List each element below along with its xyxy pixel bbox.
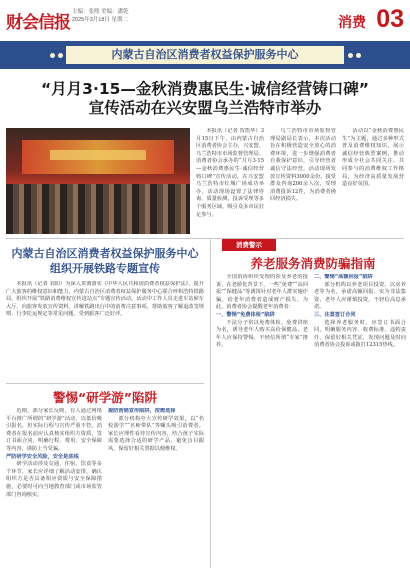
banner-dot-icon [50, 53, 55, 58]
page-number: 03 [376, 5, 404, 33]
page-header [0, 0, 410, 40]
newspaper-logo: 财会信报 [6, 13, 70, 33]
divider [6, 383, 204, 384]
police-article-headline: 警惕“研学游”陷阱 [53, 390, 157, 405]
main-article-col3: 活动以“金秋消费惠民生”为主题，通过多种形式普及消费维权知识，展示诚信经营典型案例，推动形成全社会共同关注、共同参与的消费维权工作格局，为经济高质量发展营造良好氛围。 [342, 128, 404, 188]
guide-article-col1: 全国消协组织受理的涉及养老的投诉，在老龄化背景下，一些“免费”“高回报”“保健品”等诱饵针对老年人群实施诈骗，给老年消费者造成财产损失。为此，消费者协会提醒老年消费者： 一、警惕“免费体检”陷阱 不法分子常以免费体检、免费讲座为名，诱导老年人购买高价保健品，老年人应保持警惕，不轻信所谓“专家”推荐。 [216, 274, 308, 349]
crowd [6, 184, 190, 234]
banner-dot-icon [348, 53, 353, 58]
event-photo [6, 128, 190, 234]
header-meta: 主编：张熙 美编：潘乾 2025年3月18日 星期二 [72, 9, 129, 23]
section-title: 消费 [338, 15, 366, 31]
banner-dot-icon [356, 53, 361, 58]
police-article-col1: 近期，部分家长反映，有人通过网络平台推广所谓的“研学游”活动，以低价吸引报名，但实际行程与宣传严重不符。消费者在报名前应认真核实组织方资质，签订书面合同，明确行程、费用、安全保障等内容，谨防上当受骗。 严防研学安全风险，安全是底线 研学活动涉及交通、住宿、饮食等多个环节，家长应详细了解活动安排，确认组织方是否具备相应资质与安全保障措施，必要时可向当地教育部门或市场监管部门咨询核实。 [6, 408, 102, 498]
divider [6, 238, 404, 239]
consumer-warning-tag: 消费警示 [222, 239, 276, 251]
guide-article-col2: 二、警惕“高额回报”陷阱 部分机构以养老项目投资、以房养老等为名，承诺高额回报，实为非法集资，老年人应谨慎投资，不轻信高息承诺。 三、注意签订合同 选择养老服务时，应签订书面合同，明确服务内容、收费标准、违约责任，保留好相关凭证，发现问题及时向消费者协会投诉或拨打12315热线。 [314, 274, 406, 349]
column-divider [210, 238, 211, 568]
org-article-headline: 内蒙古自治区消费者权益保护服务中心 组织开展铁路专题宣传 [11, 247, 199, 275]
org-article-body: 本报讯（记者 刘阳）为深入贯彻落实《中华人民共和国消费者权益保护法》，提升广大旅客的维权意识和能力，内蒙古自治区消费者权益保护服务中心联合呼和浩特铁路局，组织开展“铁路消费维权宣传进站点”专题宣传活动。活动中工作人员走进车站候车大厅，向旅客发放宣传资料，讲解铁路出行中的消费注意事项，帮助旅客了解退改签规则、行李托运规定等常见问题，受到旅客广泛好评。 [6, 281, 204, 318]
police-article-col2: 提防营销宣传陷阱，按需选择 部分机构夸大宣传研学效果，以“名校游学”“名师带队”等噱头吸引消费者。家长应理性看待宣传内容，结合孩子实际需要选择合适的研学产品，避免盲目跟风，保留好相关票据以便维权。 [108, 408, 204, 452]
stage-lights [50, 150, 146, 160]
banner-bar [0, 41, 410, 69]
guide-article-headline: 养老服务消费防骗指南 [250, 256, 376, 271]
main-headline: “月月3·15—金秋消费惠民生·诚信经营铸口碑” 宣传活动在兴安盟乌兰浩特市举办 [40, 80, 369, 117]
banner-title: 内蒙古自治区消费者权益保护服务中心 [66, 46, 344, 64]
main-article-col1: 本报讯（记者 贺凯华）3月15日下午，由内蒙古自治区消费者协会主办，兴安盟、乌兰浩特市市场监督管理局、消费者协会承办的“月月3·15—金秋消费惠民生·诚信经营铸口碑”宣传活动，在兴安盟乌兰浩特市红城广场成功举办。活动现场设置了法律咨询、质量检测、投诉受理等多个服务区域，吸引众多市民驻足参与。 [196, 128, 264, 218]
banner-dot-icon [58, 53, 63, 58]
main-article-col2: 乌兰浩特市市场监督管理局副局长表示，本次活动旨在积极营造安全放心的消费环境，进一步增强消费者自我保护意识，引导经营者诚信守法经营。活动现场发放宣传资料3000余份，接受群众咨询200余人次，受理消费投诉12件，为消费者挽回经济损失。 [270, 128, 336, 203]
